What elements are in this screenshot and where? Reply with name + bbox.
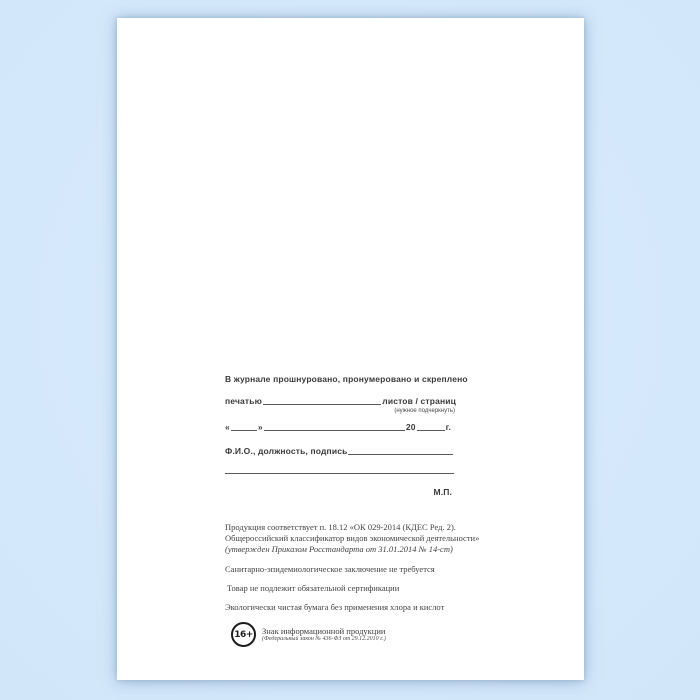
blank-line-month — [264, 430, 405, 431]
quote-open: « — [225, 422, 230, 432]
signature-row — [225, 446, 454, 456]
underline-note: (нужное подчеркнуть) — [394, 408, 455, 414]
blank-line-day — [231, 430, 257, 431]
year-prefix: 20 — [405, 422, 416, 432]
blank-line-year — [417, 430, 445, 431]
age-badge-label: 16+ — [234, 629, 253, 640]
certification-statement: Товар не подлежит обязательной сертификации — [227, 583, 400, 593]
year-suffix: г. — [445, 422, 451, 432]
information-mark-title: Знак информационной продукции — [262, 626, 386, 636]
age-16-plus-icon — [231, 622, 256, 647]
date-row — [225, 422, 451, 432]
seal-sheets-row — [225, 396, 456, 406]
stitched-header-line: В журнале прошнуровано, пронумеровано и скреплено — [225, 374, 468, 384]
quote-close: » — [257, 422, 263, 432]
blank-line-full-width — [225, 467, 454, 474]
compliance-line-2: Общероссийский классификатор видов экономической деятельности» — [225, 533, 480, 543]
compliance-line-3: (утвержден Приказом Росстандарта от 31.01.2014 № 14-ст) — [225, 544, 453, 554]
signature-label: Ф.И.О., должность, подпись — [225, 446, 348, 456]
compliance-paragraph — [225, 522, 479, 555]
seal-label: печатью — [225, 396, 263, 406]
information-product-mark — [262, 626, 386, 642]
blank-line-sheets-count — [263, 404, 381, 405]
sanitary-statement: Санитарно-эпидемиологическое заключение не требуется — [225, 564, 435, 574]
journal-back-page — [117, 18, 584, 680]
eco-paper-statement: Экологически чистая бумага без применения хлора и кислот — [225, 602, 445, 612]
blank-line-signature — [348, 454, 453, 455]
seal-place-abbr: М.П. — [433, 487, 452, 497]
sheets-pages-label: листов / страниц — [382, 396, 456, 406]
compliance-line-1: Продукция соответствует п. 18.12 «ОК 029-2014 (КДЕС Ред. 2). — [225, 522, 456, 532]
information-mark-law: (Федеральный закон № 436-ФЗ от 29.12.2010 г.) — [262, 636, 386, 642]
